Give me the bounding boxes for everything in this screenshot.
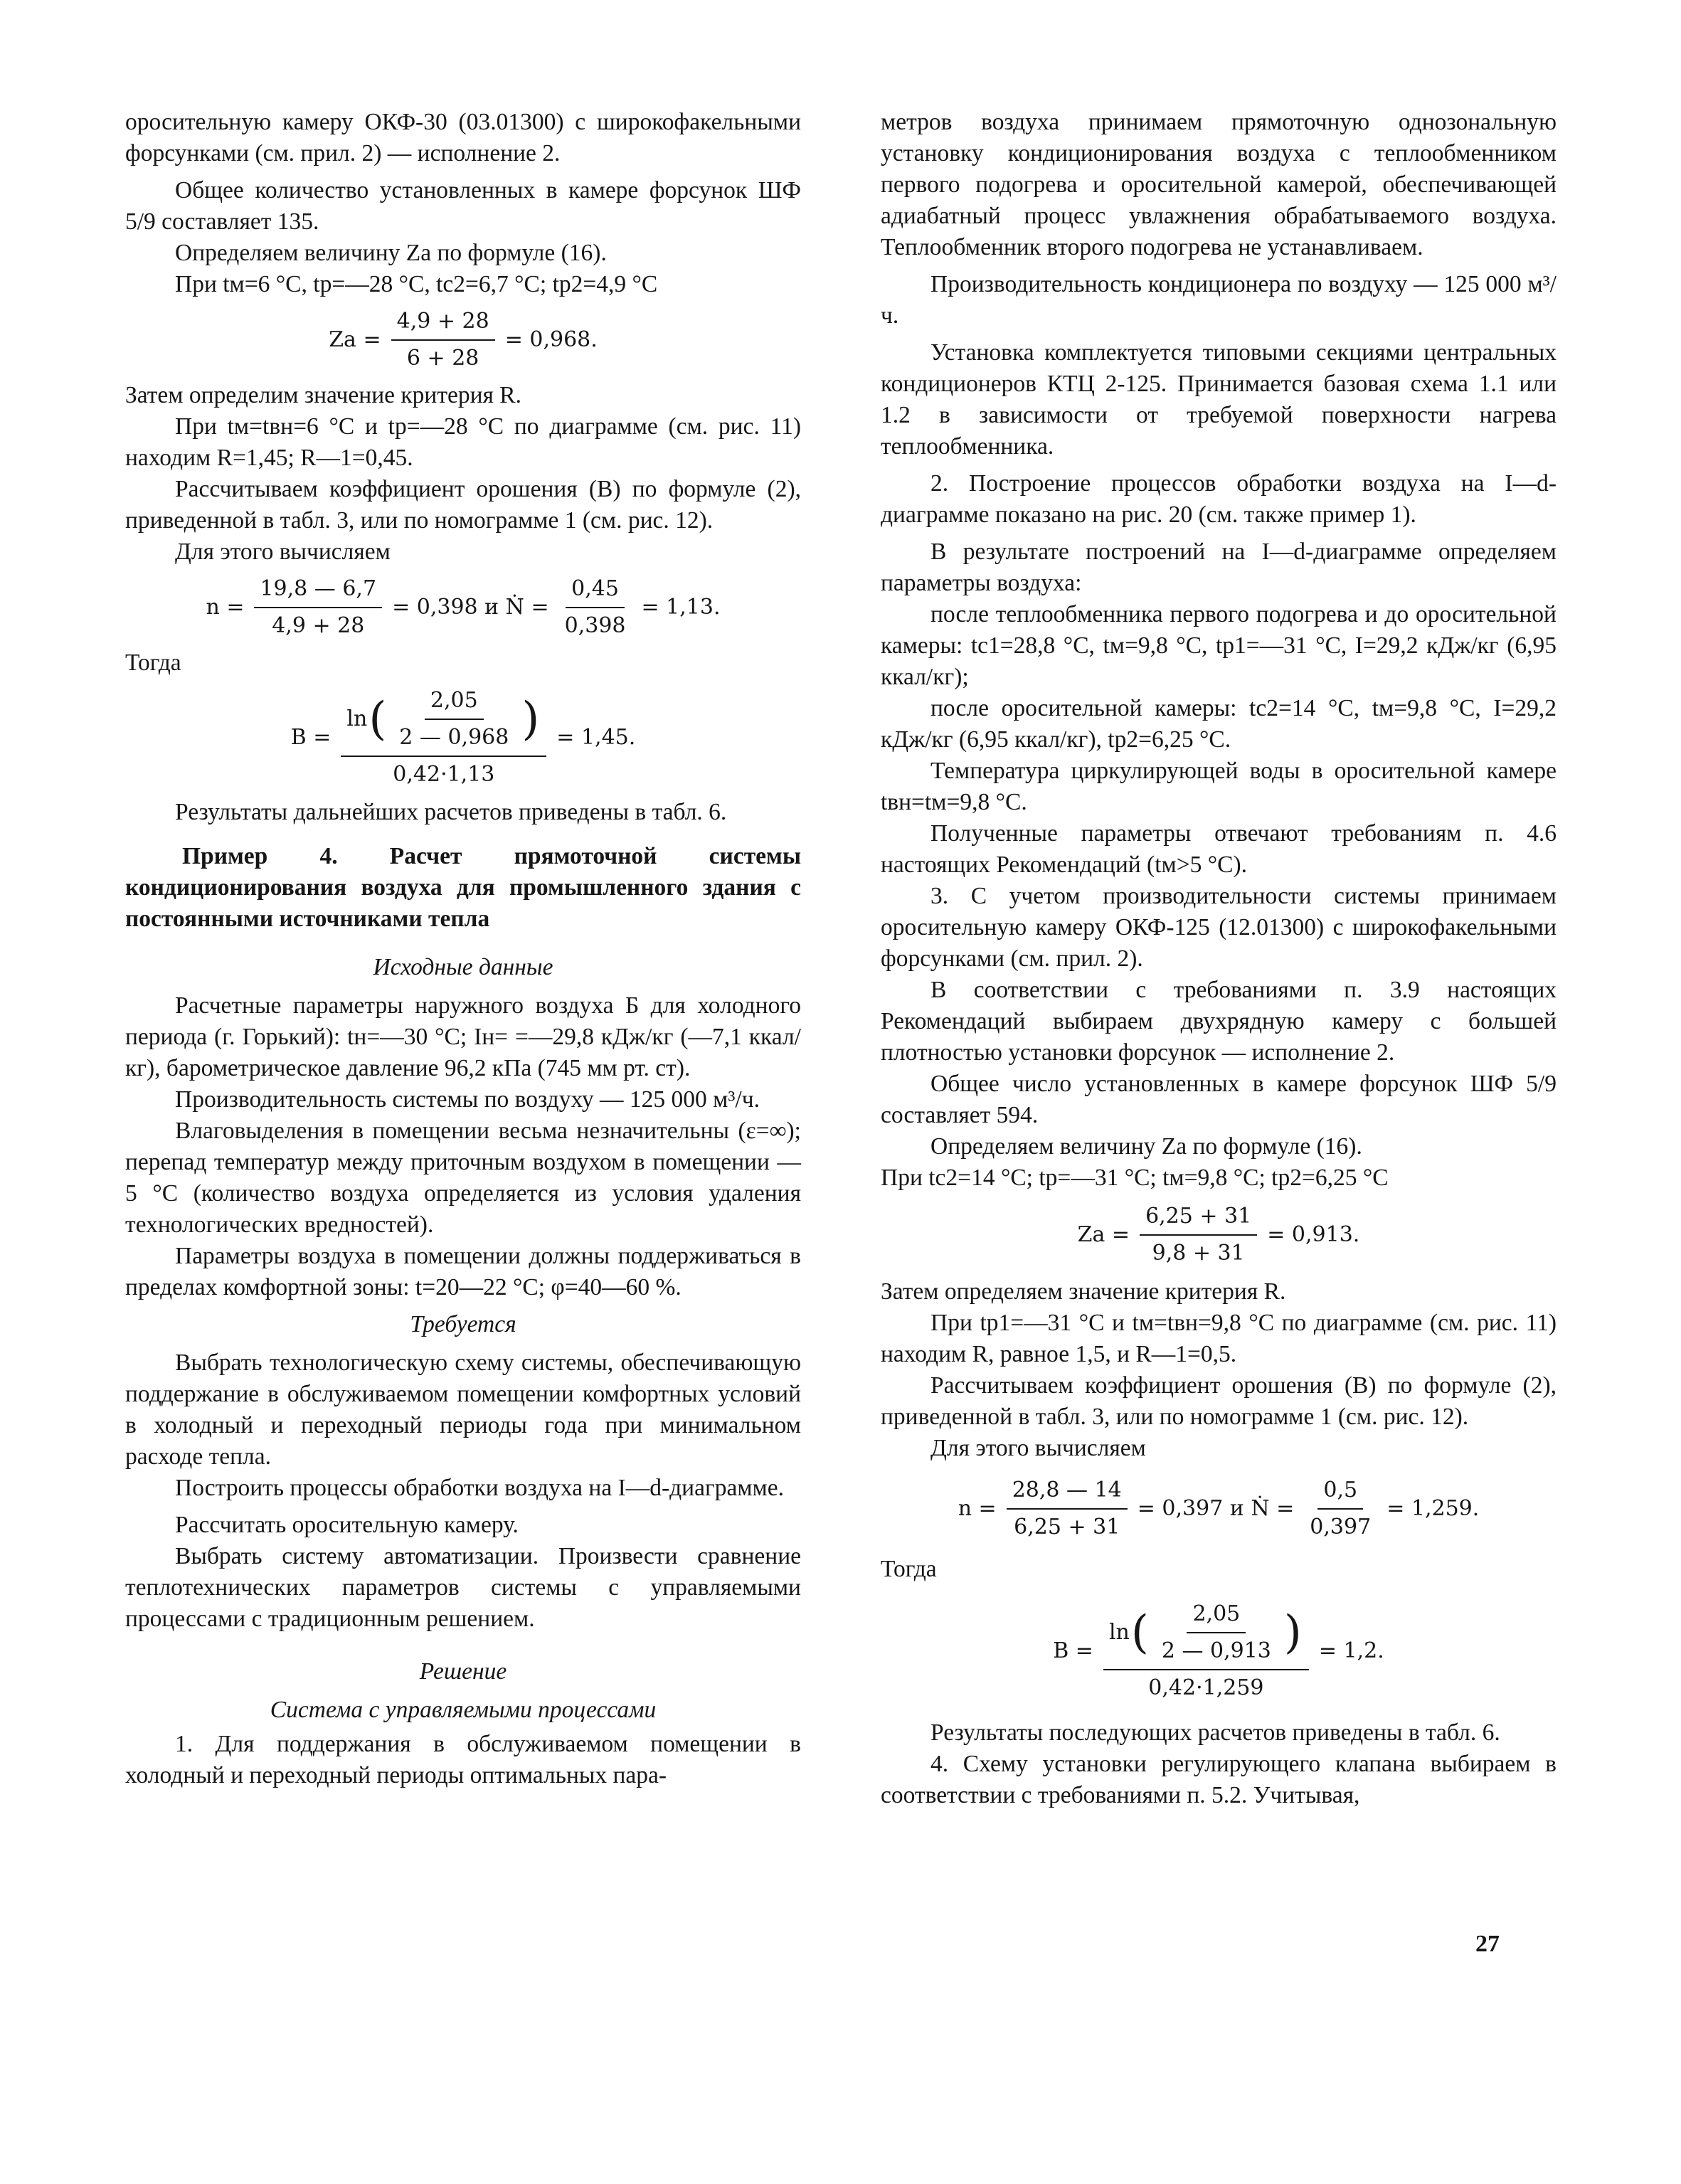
ln-label: ln: [1108, 1620, 1130, 1645]
numerator: [1103, 1599, 1309, 1670]
paren-left: (: [1130, 1606, 1149, 1659]
paragraph: Общее количество установленных в камере форсунок ШФ 5/9 составляет 135.: [125, 177, 801, 235]
paragraph: Затем определим значение критерия R.: [125, 382, 522, 408]
numerator: 4,9 + 28: [391, 306, 495, 341]
paragraph: 4. Схему установки регулирующего клапана выбираем в соответствии с требованиями п. 5.2. Учитывая,: [881, 1751, 1557, 1808]
paragraph: Построить процессы обработки воздуха на I—d-диаграмме.: [175, 1475, 784, 1501]
denominator: 6,25 + 31: [1014, 1515, 1120, 1539]
paragraph: В соответствии с требованиями п. 3.9 настоящих Рекомендаций выбираем двухрядную камеру с большей плотностью установки форсунок — исполнение 2.: [881, 977, 1557, 1066]
formula-rhs: = 1,259.: [1386, 1496, 1480, 1521]
paragraph: Параметры воздуха в помещении должны поддерживаться в пределах комфортной зоны: t=20—22 °С; φ=40—60 %.: [125, 1243, 801, 1300]
paragraph: Температура циркулирующей воды в оросительной камере tвн=tм=9,8 °С.: [881, 758, 1557, 815]
denominator: 0,398: [564, 613, 626, 638]
fraction: [1103, 1599, 1309, 1704]
paragraph: метров воздуха принимаем прямоточную однозональную установку кондиционирования воздуха с теплообменником первого подогрева и оросительной камерой, обеспечивающей адиабатный процесс увлажнения обрабатываемого воздуха. Теплообменник второго подогрева не устанавливаем.: [881, 109, 1557, 260]
paragraph: Полученные параметры отвечают требованиям п. 4.6 настоящих Рекомендаций (tм>5 °С).: [881, 820, 1557, 878]
paragraph: В результате построений на I—d-диаграмме определяем параметры воздуха:: [881, 539, 1557, 596]
denominator: 2 — 0,913: [1161, 1638, 1271, 1663]
paragraph: Для этого вычисляем: [930, 1435, 1146, 1461]
formula-za: [881, 1199, 1557, 1271]
fraction: [1007, 1475, 1128, 1543]
formula-lhs: n =: [206, 595, 245, 620]
fraction: [391, 306, 495, 374]
ln-expression: [1109, 1599, 1303, 1667]
denominator: 2 — 0,968: [399, 725, 509, 750]
formula-b: [125, 684, 801, 791]
formula-lhs: B =: [290, 725, 332, 750]
paragraph: 1. Для поддержания в обслуживаемом помещении в холодный и переходный периоды оптимальных пара-: [125, 1731, 801, 1788]
numerator: 2,05: [1187, 1599, 1246, 1633]
paragraph: Влаговыделения в помещении весьма незначительны (ε=∞); перепад температур между приточным воздухом в помещении —5 °С (количество воздуха определяется из условия удаления технологических вредностей).: [125, 1118, 801, 1238]
formula-mid: = 0,398 и Ṅ =: [392, 595, 549, 620]
paragraph: Производительность системы по воздуху — 125 000 м³/ч.: [175, 1086, 760, 1113]
formula-mid: = 0,397 и Ṅ =: [1137, 1496, 1295, 1521]
paragraph: Результаты дальнейших расчетов приведены в табл. 6.: [175, 799, 727, 825]
ln-expression: [346, 685, 541, 753]
formula-lhs: Zа =: [1077, 1222, 1130, 1247]
fraction: [393, 685, 514, 753]
paren-right: ): [1283, 1606, 1302, 1659]
section-heading: Решение: [419, 1658, 507, 1685]
fraction: [1140, 1201, 1257, 1269]
paragraph: Выбрать технологическую схему системы, обеспечивающую поддержание в обслуживаемом помещении комфортных условий в холодный и переходный периоды года при минимальном расходе тепла.: [125, 1350, 801, 1470]
paragraph: Рассчитать оросительную камеру.: [175, 1512, 519, 1538]
numerator: 0,45: [566, 573, 625, 608]
numerator: 2,05: [425, 685, 484, 720]
paragraph: Расчетные параметры наружного воздуха Б для холодного периода (г. Горький): tн=—30 °С; Iн= =—29,8 кДж/кг (—7,1 ккал/кг), барометрическое давление 96,2 кПа (745 мм рт. ст).: [125, 992, 801, 1081]
formula-lhs: Zа =: [329, 327, 381, 352]
paragraph: Установка комплектуется типовыми секциями центральных кондиционеров КТЦ 2-125. Принимается базовая схема 1.1 или 1.2 в зависимости от требуемой поверхности нагрева теплообменника.: [881, 339, 1557, 460]
paragraph: Рассчитываем коэффициент орошения (В) по формуле (2), приведенной в табл. 3, или по номограмме 1 (см. рис. 12).: [881, 1372, 1557, 1430]
paragraph: При tм=tвн=6 °С и tр=—28 °С по диаграмме (см. рис. 11) находим R=1,45; R—1=0,45.: [125, 413, 801, 471]
denominator: 4,9 + 28: [272, 613, 365, 638]
fraction: [254, 573, 382, 642]
ln-label: ln: [346, 706, 368, 731]
paragraph: Рассчитываем коэффициент орошения (В) по формуле (2), приведенной в табл. 3, или по номограмме 1 (см. рис. 12).: [125, 476, 801, 534]
paragraph: после теплообменника первого подогрева и до оросительной камеры: tс1=28,8 °С, tм=9,8 °С, tр1=—31 °С, I=29,2 кДж/кг (6,95 ккал/кг);: [881, 601, 1557, 690]
left-column: [125, 107, 801, 1791]
formula-za: [125, 306, 801, 374]
paragraph: При tм=6 °С, tр=—28 °С, tс2=6,7 °С; tр2=4,9 °С: [175, 271, 658, 297]
paragraph: после оросительной камеры: tс2=14 °С, tм=9,8 °С, I=29,2 кДж/кг (6,95 ккал/кг), tр2=6,25 °С.: [881, 695, 1557, 753]
formula-n: [125, 573, 801, 642]
formula-rhs: = 0,913.: [1267, 1222, 1360, 1247]
numerator: 0,5: [1317, 1475, 1363, 1510]
numerator: 6,25 + 31: [1140, 1201, 1257, 1236]
paragraph: 2. Построение процессов обработки воздуха на I—d-диаграмме показано на рис. 20 (см. также пример 1).: [881, 470, 1557, 528]
section-heading: Требуется: [410, 1311, 516, 1337]
paragraph: Для этого вычисляем: [175, 539, 391, 565]
denominator: 0,42·1,13: [393, 762, 495, 787]
paragraph: При tр1=—31 °С и tм=tвн=9,8 °С по диаграмме (см. рис. 11) находим R, равное 1,5, и R—1=0,5.: [881, 1310, 1557, 1367]
fraction: [341, 685, 546, 790]
formula-lhs: n =: [958, 1496, 997, 1521]
section-heading: Исходные данные: [373, 954, 553, 980]
section-subheading: Система с управляемыми процессами: [270, 1697, 657, 1723]
paragraph: оросительную камеру ОКФ-30 (03.01300) с широкофакельными форсунками (см. прил. 2) — исполнение 2.: [125, 109, 801, 166]
paragraph: Результаты последующих расчетов приведены в табл. 6.: [930, 1719, 1500, 1746]
denominator: 6 + 28: [406, 346, 479, 371]
example-title: Пример 4. Расчет прямоточной системы кондиционирования воздуха для промышленного здания с постоянными источниками тепла: [125, 843, 801, 932]
page-number: 27: [1475, 1931, 1500, 1957]
paragraph: Затем определяем значение критерия R.: [881, 1278, 1286, 1305]
formula-rhs: = 1,13.: [641, 595, 721, 620]
denominator: 0,397: [1310, 1515, 1372, 1539]
paren-right: ): [521, 693, 540, 746]
formula-rhs: = 1,2.: [1318, 1638, 1384, 1663]
fraction: [559, 573, 632, 642]
formula-lhs: B =: [1053, 1638, 1093, 1663]
formula-n: [881, 1470, 1557, 1548]
paragraph: Определяем величину Zа по формуле (16).: [930, 1133, 1362, 1160]
paragraph: Выбрать систему автоматизации. Произвести сравнение теплотехнических параметров системы с управляемыми процессами с традиционным решением.: [125, 1543, 801, 1632]
formula-rhs: = 1,45.: [556, 725, 636, 750]
paragraph: Производительность кондиционера по воздуху — 125 000 м³/ч.: [881, 271, 1557, 329]
paragraph: При tс2=14 °С; tр=—31 °С; tм=9,8 °С; tр2=6,25 °С: [881, 1165, 1389, 1191]
denominator: 0,42·1,259: [1148, 1675, 1264, 1700]
paragraph: 3. С учетом производительности системы принимаем оросительную камеру ОКФ-125 (12.01300) с широкофакельными форсунками (см. прил. 2).: [881, 883, 1557, 972]
numerator: 19,8 — 6,7: [254, 573, 382, 608]
formula-rhs: = 0,968.: [504, 327, 598, 352]
right-column: [881, 107, 1557, 1811]
paragraph: Определяем величину Zа по формуле (16).: [175, 240, 607, 266]
paragraph: Тогда: [125, 650, 181, 676]
numerator: [341, 685, 546, 757]
fraction: [1156, 1599, 1277, 1667]
paragraph: Общее число установленных в камере форсунок ШФ 5/9 составляет 594.: [881, 1071, 1557, 1128]
paren-left: (: [368, 693, 387, 746]
fraction: [1304, 1475, 1377, 1543]
numerator: 28,8 — 14: [1007, 1475, 1128, 1510]
formula-b: [881, 1591, 1557, 1712]
denominator: 9,8 + 31: [1152, 1241, 1245, 1266]
paragraph: Тогда: [881, 1556, 937, 1582]
